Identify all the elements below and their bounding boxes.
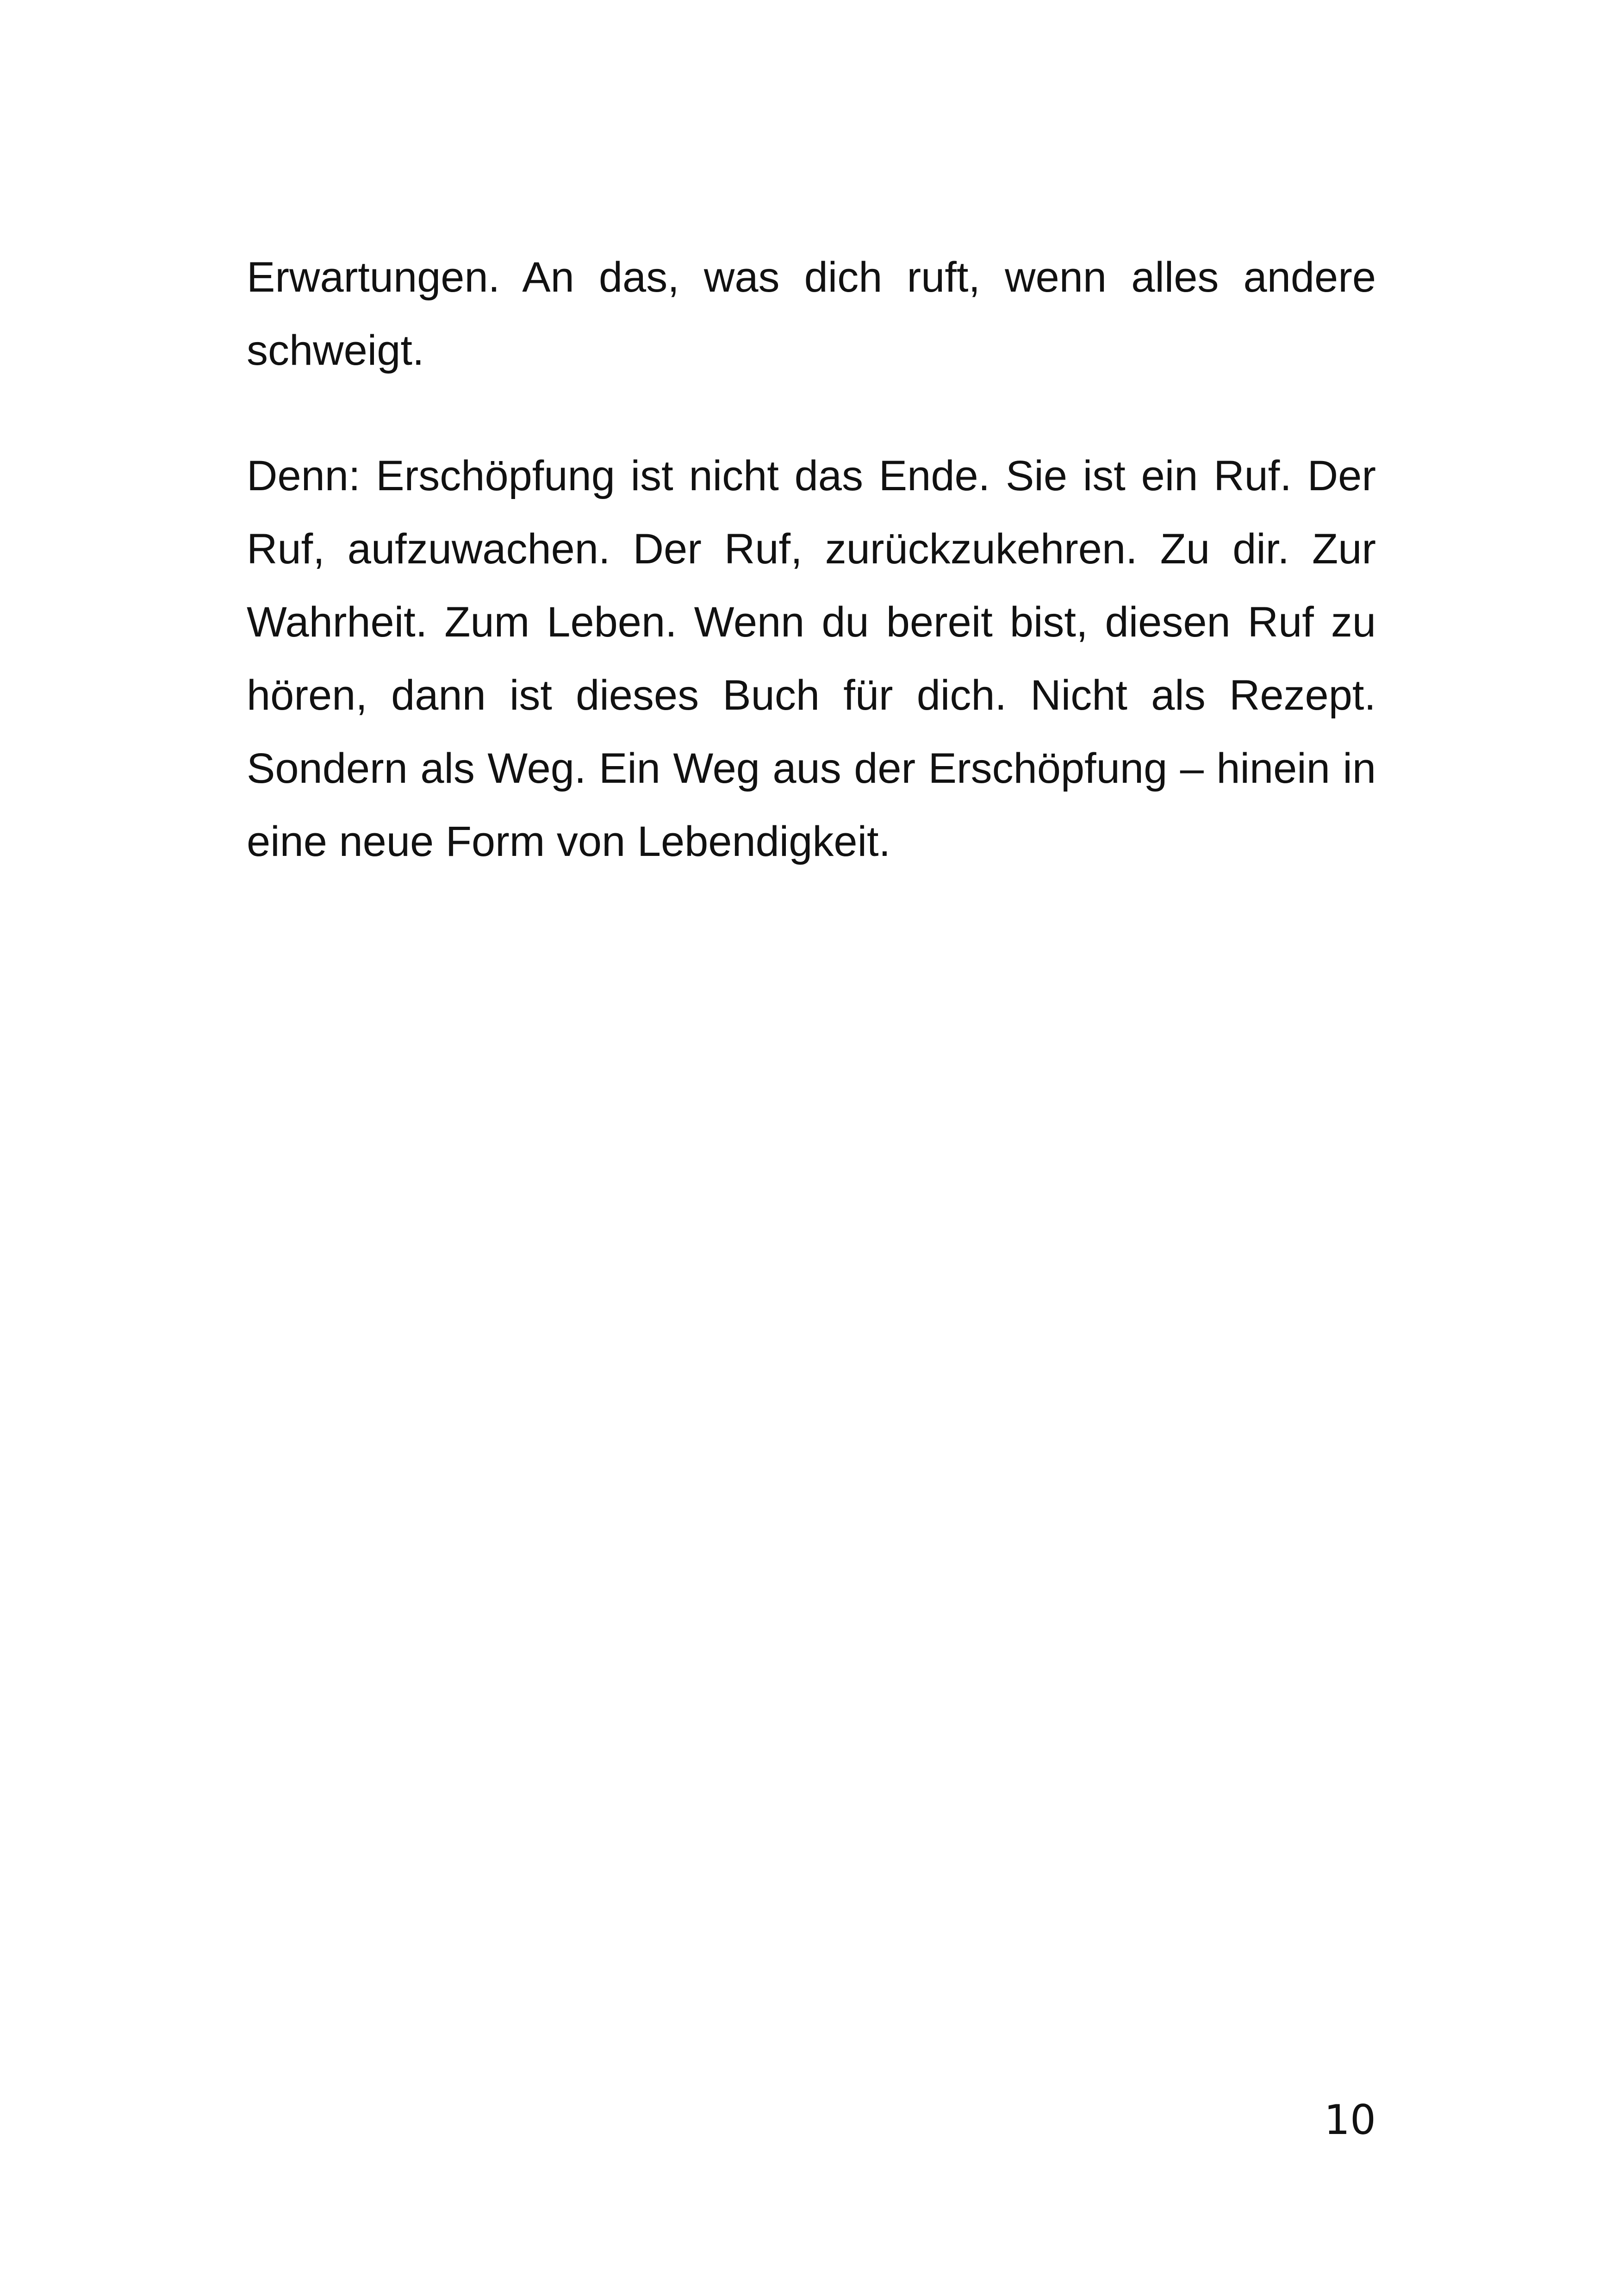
page-number: 10	[1324, 2096, 1376, 2144]
paragraph: Denn: Erschöpfung ist nicht das Ende. Sie ist ein Ruf. Der Ruf, aufzuwachen. Der Ruf, zurückzukehren. Zu dir. Zur Wahrheit. Zum Leben. Wenn du bereit bist, diesen Ruf zu hören, dann ist dieses Buch für dich. Nicht als Rezept. Sondern als Weg. Ein Weg aus der Erschöpfung – hinein in eine neue Form von Lebendigkeit.	[247, 452, 1376, 865]
body-text	[247, 241, 1376, 878]
paragraph: Erwartungen. An das, was dich ruft, wenn alles andere schweigt.	[247, 254, 1376, 374]
